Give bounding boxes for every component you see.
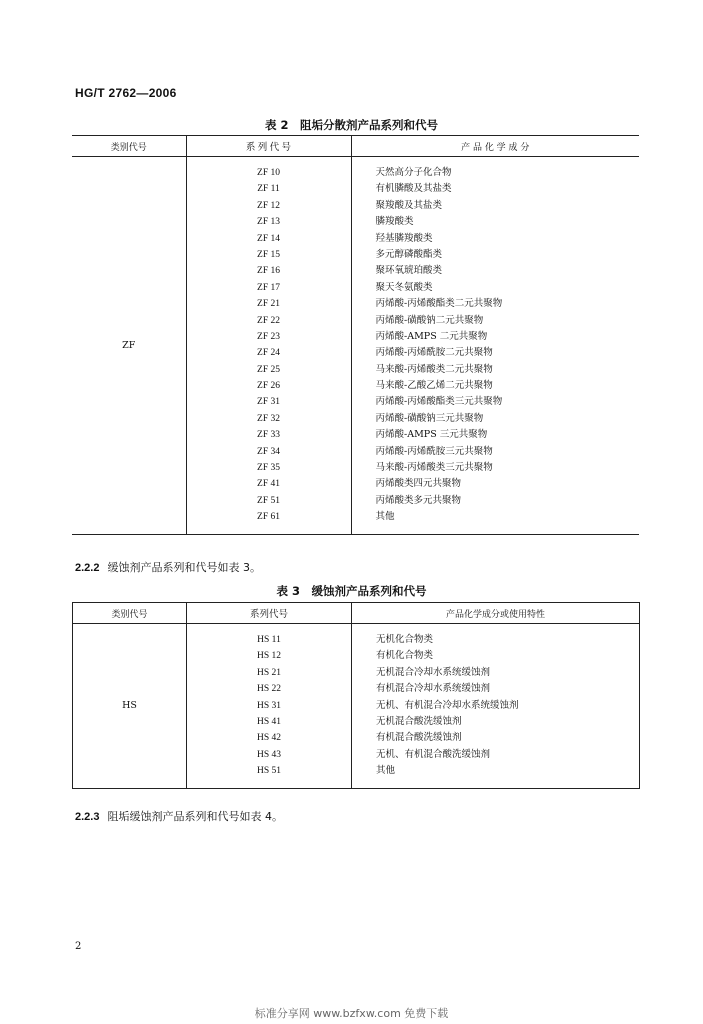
section-text: 阻垢缓蚀剂产品系列和代号如表 4。 bbox=[107, 810, 283, 823]
chemical-composition: 无机、有机混合酸洗缓蚀剂 bbox=[376, 748, 491, 760]
series-code: ZF 17 bbox=[257, 282, 280, 293]
table2-caption: 表 2 阻垢分散剂产品系列和代号 bbox=[264, 118, 438, 132]
chemical-composition: 马来酸-丙烯酸类三元共聚物 bbox=[375, 462, 493, 474]
table2-header-category: 类别代号 bbox=[72, 136, 186, 157]
table2-category-cell: ZF bbox=[72, 157, 186, 535]
section-2-2-2 bbox=[75, 559, 261, 575]
chemical-composition: 丙烯酸-丙烯酸酯类二元共聚物 bbox=[375, 298, 503, 310]
chemical-composition: 无机化合物类 bbox=[376, 634, 434, 645]
chemical-composition: 丙烯酸类多元共聚物 bbox=[375, 494, 462, 506]
series-code: ZF 34 bbox=[257, 446, 280, 457]
chemical-composition: 聚天冬氨酸类 bbox=[375, 281, 433, 293]
section-text: 缓蚀剂产品系列和代号如表 3。 bbox=[107, 561, 261, 574]
table3-header-composition: 产品化学成分或使用特性 bbox=[352, 603, 640, 624]
chemical-composition: 聚羧酸及其盐类 bbox=[375, 199, 443, 211]
series-code: ZF 32 bbox=[257, 413, 280, 424]
series-code: ZF 51 bbox=[257, 495, 280, 506]
series-code: ZF 12 bbox=[257, 200, 280, 211]
series-code: ZF 24 bbox=[257, 348, 280, 359]
series-code: ZF 41 bbox=[257, 479, 280, 490]
chemical-composition: 其他 bbox=[375, 511, 395, 523]
table2-header-series-code: 系 列 代 号 bbox=[186, 136, 351, 157]
series-code: HS 31 bbox=[256, 700, 282, 711]
series-code: ZF 35 bbox=[257, 463, 280, 474]
series-code: HS 11 bbox=[257, 635, 281, 645]
table2-composition-column bbox=[351, 157, 639, 535]
series-code: ZF 10 bbox=[257, 168, 280, 178]
series-code: ZF 23 bbox=[257, 331, 280, 342]
chemical-composition: 丙烯酸-AMPS 三元共聚物 bbox=[375, 429, 488, 441]
series-code: ZF 26 bbox=[257, 381, 280, 392]
chemical-composition: 丙烯酸-丙烯酰胺二元共聚物 bbox=[375, 347, 493, 359]
section-2-2-3 bbox=[75, 808, 283, 824]
series-code: ZF 11 bbox=[257, 184, 280, 195]
chemical-composition: 无机、有机混合冷却水系统缓蚀剂 bbox=[376, 699, 519, 711]
chemical-composition: 天然高分子化合物 bbox=[375, 167, 452, 178]
page-number: 2 bbox=[75, 941, 82, 952]
chemical-composition: 丙烯酸-丙烯酸酯类三元共聚物 bbox=[375, 396, 503, 408]
series-code: ZF 16 bbox=[257, 266, 280, 277]
table2-header-composition: 产 品 化 学 成 分 bbox=[351, 136, 639, 157]
chemical-composition: 丙烯酸类四元共聚物 bbox=[375, 478, 462, 490]
table3-header-series-code: 系列代号 bbox=[187, 603, 352, 624]
series-code: HS 42 bbox=[256, 733, 282, 744]
chemical-composition: 聚环氧琥珀酸类 bbox=[375, 265, 443, 277]
table3-category-cell: HS bbox=[73, 624, 187, 789]
series-code: ZF 22 bbox=[257, 315, 280, 326]
series-code: HS 51 bbox=[256, 766, 282, 777]
chemical-composition: 有机混合酸洗缓蚀剂 bbox=[376, 732, 462, 744]
chemical-composition: 羟基膦羧酸类 bbox=[375, 232, 433, 244]
series-code: HS 43 bbox=[256, 749, 282, 760]
table2 bbox=[72, 135, 639, 535]
chemical-composition: 丙烯酸-磺酸钠三元共聚物 bbox=[375, 412, 484, 424]
chemical-composition: 多元醇磷酸酯类 bbox=[375, 248, 443, 260]
series-code: HS 12 bbox=[256, 651, 282, 662]
chemical-composition: 膦羧酸类 bbox=[375, 216, 414, 228]
series-code: HS 22 bbox=[256, 684, 282, 695]
chemical-composition: 有机膦酸及其盐类 bbox=[375, 183, 452, 195]
series-code: ZF 15 bbox=[257, 249, 280, 260]
chemical-composition: 丙烯酸-AMPS 二元共聚物 bbox=[375, 330, 488, 342]
series-code: HS 41 bbox=[256, 716, 282, 727]
table3-composition-column bbox=[352, 624, 640, 789]
table2-code-column bbox=[186, 157, 351, 535]
series-code: ZF 61 bbox=[257, 512, 280, 523]
chemical-composition: 马来酸-乙酸乙烯二元共聚物 bbox=[375, 380, 493, 392]
section-number: 2.2.2 bbox=[75, 562, 100, 574]
chemical-composition: 有机混合冷却水系统缓蚀剂 bbox=[376, 683, 491, 695]
table3-header-category: 类别代号 bbox=[73, 603, 187, 624]
table3-caption: 表 3 缓蚀剂产品系列和代号 bbox=[276, 584, 427, 598]
series-code: HS 21 bbox=[256, 667, 282, 678]
chemical-composition: 无机混合冷却水系统缓蚀剂 bbox=[376, 666, 491, 678]
chemical-composition: 无机混合酸洗缓蚀剂 bbox=[376, 715, 462, 727]
table3 bbox=[72, 602, 640, 789]
chemical-composition: 丙烯酸-磺酸钠二元共聚物 bbox=[375, 314, 484, 326]
series-code: ZF 25 bbox=[257, 364, 280, 375]
section-number: 2.2.3 bbox=[75, 811, 100, 823]
series-code: ZF 31 bbox=[257, 397, 280, 408]
chemical-composition: 有机化合物类 bbox=[376, 650, 434, 662]
series-code: ZF 13 bbox=[257, 217, 280, 228]
chemical-composition: 其他 bbox=[376, 765, 396, 777]
series-code: ZF 33 bbox=[257, 430, 280, 441]
chemical-composition: 马来酸-丙烯酸类二元共聚物 bbox=[375, 363, 493, 375]
standard-code: HG/T 2762—2006 bbox=[75, 86, 177, 100]
table3-code-column bbox=[187, 624, 352, 789]
series-code: ZF 21 bbox=[257, 299, 280, 310]
series-code: ZF 14 bbox=[257, 233, 280, 244]
watermark-footer: 标准分享网 www.bzfxw.com 免费下载 bbox=[254, 1007, 449, 1020]
chemical-composition: 丙烯酸-丙烯酰胺三元共聚物 bbox=[375, 445, 493, 457]
